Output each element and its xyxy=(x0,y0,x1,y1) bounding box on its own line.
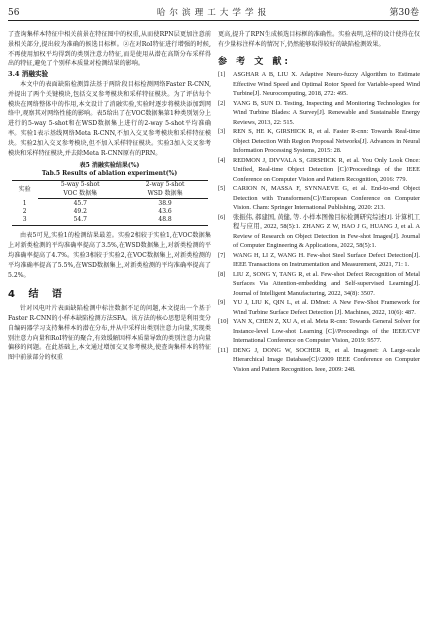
reference-number: [8] xyxy=(218,270,226,278)
reference-number: [7] xyxy=(218,251,226,259)
reference-number: [4] xyxy=(218,156,226,164)
table-cell-wsd: 43.6 xyxy=(158,207,172,215)
reference-item xyxy=(218,184,420,213)
reference-text: WANG H, LI Z, WANG H. Few-shot Steel Surface Defect Detection[J]. IEEE Transactions on Instrumentation and Measurement, 2021, 71: 1. xyxy=(233,251,420,269)
reference-text: YAN X, CHEN Z, XU A, et al. Meta R-cnn: Towards General Solver for Instance-level Low-shot Learning [C]//Proceedings of the IEEE/CVF International Conference on Computer Vision, 2019: 9577. xyxy=(233,318,420,345)
results-paragraph: 由表5可见,实验1的检测结果最差。实验2相较于实验1,在VOC数据集上对新类检测的平均准确率提高了3.5%,在WSD数据集上,对新类检测的平均准确率提高了4.7%。实验3相较于实验2,在VOC数据集上,对新类检测的平均准确率提高了5.5%,在WSD数据集上,对新类检测的平均准确率提高了5.2%。 xyxy=(8,232,211,279)
table-header-wsd: WSD 数据集 xyxy=(123,190,208,199)
reference-number: [9] xyxy=(218,299,226,307)
reference-text: LIU Z, SONG Y, TANG R, et al. Few-shot Defect Recognition of Metal Surfaces Via Attention-embedding and Self-supervised Learning[J]. Journal of Intelligent Manufacturing, 2022, 34(8): 3507. xyxy=(233,270,420,297)
reference-text: ASGHAR A B, LIU X. Adaptive Neuro-fuzzy Algorithm to Estimate Effective Wind Speed and Optimal Rotor Speed for Variable-speed Wind Turbine[J]. Neurocomputing, 2018, 272: 495. xyxy=(233,71,420,98)
table-cell-voc: 54.7 xyxy=(38,216,123,226)
table-caption-cn: 表5 消融实验结果(%) xyxy=(79,162,140,170)
reference-text: 张振伟, 郝建国, 黄健, 等. 小样本图像目标检测研究综述[J]. 计算机工程与应用, 2022, 58(5):1. ZHANG Z W, HAO J G, HUANG J, et al. A Review of Research on Object Detection in Few-shot Images[J]. Journal of Computer Engineering & Applications, 2022, 58(5):1. xyxy=(233,213,420,250)
reference-text: REDMON J, DIVVALA S, GIRSHICK R, et al. You Only Look Once: Unified, Real-time Object Detection [C]//Proceedings of the IEEE Conference on Computer Vision and Pattern Recognition, 2016: 779. xyxy=(233,156,420,183)
table-header-exp: 实验 xyxy=(12,181,38,198)
table-header-voc: VOC 数据集 xyxy=(38,190,123,199)
table-header-voc-setting: 5-way 5-shot xyxy=(38,181,123,190)
conclusion-heading: 4 结 语 xyxy=(8,289,67,301)
table-header-wsd-setting: 2-way 5-shot xyxy=(123,181,208,190)
reference-item xyxy=(218,70,420,99)
table-cell-voc: 45.7 xyxy=(73,199,87,207)
reference-item xyxy=(218,270,420,299)
intro-paragraph: 了查询集样本特征中相关前景在特征图中的权重,从而使RPN层更加注意前景相关部分,提出较为准确的候选目标框。②在对RoI特征进行增强的时候,不再使用加权平均得到的类别注意力特征,而是使用从潜在高斯分布采样得出的特征,避免了个别样本质量对检测结果的影响。 xyxy=(8,31,211,68)
reference-text: DENG J, DONG W, SOCHER R, et al. Imagenet: A Large-scale Hierarchical Image Database[C]//2009 IEEE Conference on Computer Vision and Pattern Recognition. Ieee, 2009: 248. xyxy=(233,346,420,373)
table-caption xyxy=(8,162,211,178)
left-column xyxy=(8,30,211,363)
reference-number: [3] xyxy=(218,128,226,136)
ablation-paragraph: 本文中的表面缺陷检测算法基于两阶段目标检测网络Faster R-CNN,并提出了两个关键模块,包括交叉参考模块和采样特征模块。为了评估每个模块在网络整体中的作用,本文设计了消融实验,实验时逐步将模块添加到网络中,观察其对网络性能的影响。表5给出了在VOC数据集第1种类别划分上进行的5-way 5-shot和在WSD数据集上进行的2-way 5-shot平均准确率。实验1表示基线网络Meta R-CNN,不加入交叉参考模块和采样特征模块。实验2加入交叉参考模块,但不加入采样特征模块。实验3加入交叉参考模块和采样特征模块,并去除Meta R-CNN原有的PRN。 xyxy=(8,80,211,157)
reference-number: [2] xyxy=(218,99,226,107)
journal-title: 哈尔滨理工大学学报 xyxy=(156,8,271,18)
right-column xyxy=(218,30,420,374)
table-caption-en: Tab.5 Results of ablation experiment(%) xyxy=(41,170,178,178)
volume-label: 第30卷 xyxy=(389,8,419,18)
table-cell-wsd: 48.8 xyxy=(123,216,208,226)
table-cell-exp: 3 xyxy=(12,216,38,226)
table-row xyxy=(12,198,208,208)
table-cell-exp: 1 xyxy=(22,199,27,207)
table-cell-exp: 2 xyxy=(22,207,27,215)
running-header xyxy=(8,6,419,21)
reference-number: [6] xyxy=(218,213,226,221)
ablation-table xyxy=(12,180,208,226)
table-cell-voc: 49.2 xyxy=(73,207,87,215)
reference-text: YU J, LIU K, QIN L, et al. DMnet: A New Few-Shot Framework for Wind Turbine Surface Defect Detection [J]. Machines, 2022, 10(6): 487. xyxy=(233,299,420,316)
reference-item xyxy=(218,346,420,375)
reference-item xyxy=(218,317,420,346)
conclusion-paragraph: 针对风电叶片表面缺陷检测中标注数据不足的问题,本文提出一个基于Faster R-CNN的小样本缺陷检测方法SFA。该方法的核心思想是利用变分自编码器学习支持集样本的潜在分布,并从中采样出类别注意力向量,实现类别注意力向量和RoI特征的聚合,有效缓解因样本质量导致的类别注意力向量偏移的问题。在此基础上,本文通过增加交叉参考模块,使查询集样本的特征图中前景部分的权重 xyxy=(8,305,211,362)
conclusion-continued-paragraph: 更高,提升了RPN生成候选目标框的准确性。实验表明,这样的设计使得在仅有少量标注样本的情况下,仍然能够取得较好的缺陷检测效果。 xyxy=(218,31,420,48)
table-row xyxy=(12,208,208,216)
reference-item xyxy=(218,213,420,251)
reference-text: REN S, HE K, GIRSHICK R, et al. Faster R-cnn: Towards Real-time Object Detection With Region Proposal Networks[J]. Advances in Neural Information Processing Systems, 2015: 28. xyxy=(233,128,420,155)
reference-list xyxy=(218,70,420,374)
reference-item xyxy=(218,127,420,156)
reference-number: [10] xyxy=(218,318,229,326)
reference-item xyxy=(218,99,420,128)
table-cell-wsd: 38.9 xyxy=(158,199,172,207)
page-number: 56 xyxy=(8,8,20,18)
reference-item xyxy=(218,298,420,317)
reference-item xyxy=(218,251,420,270)
reference-item xyxy=(218,156,420,185)
reference-number: [11] xyxy=(218,346,229,354)
table-row xyxy=(12,216,208,226)
reference-text: CARION N, MASSA F, SYNNAEVE G, et al. End-to-end Object Detection with Transformers[C]//European Conference on Computer Vision. Cham: Springer International Publishing, 2020: 213. xyxy=(233,185,420,212)
section-heading-ablation: 3.4 消融实验 xyxy=(8,70,49,79)
reference-text: YANG B, SUN D. Testing, Inspecting and Monitoring Technologies for Wind Turbine Blades: A Survey[J]. Renewable and Sustainable Energy Reviews, 2013, 22: 515. xyxy=(233,99,420,126)
reference-number: [1] xyxy=(218,71,226,79)
references-heading: 参 考 文 献: xyxy=(218,56,291,67)
reference-number: [5] xyxy=(218,185,226,193)
